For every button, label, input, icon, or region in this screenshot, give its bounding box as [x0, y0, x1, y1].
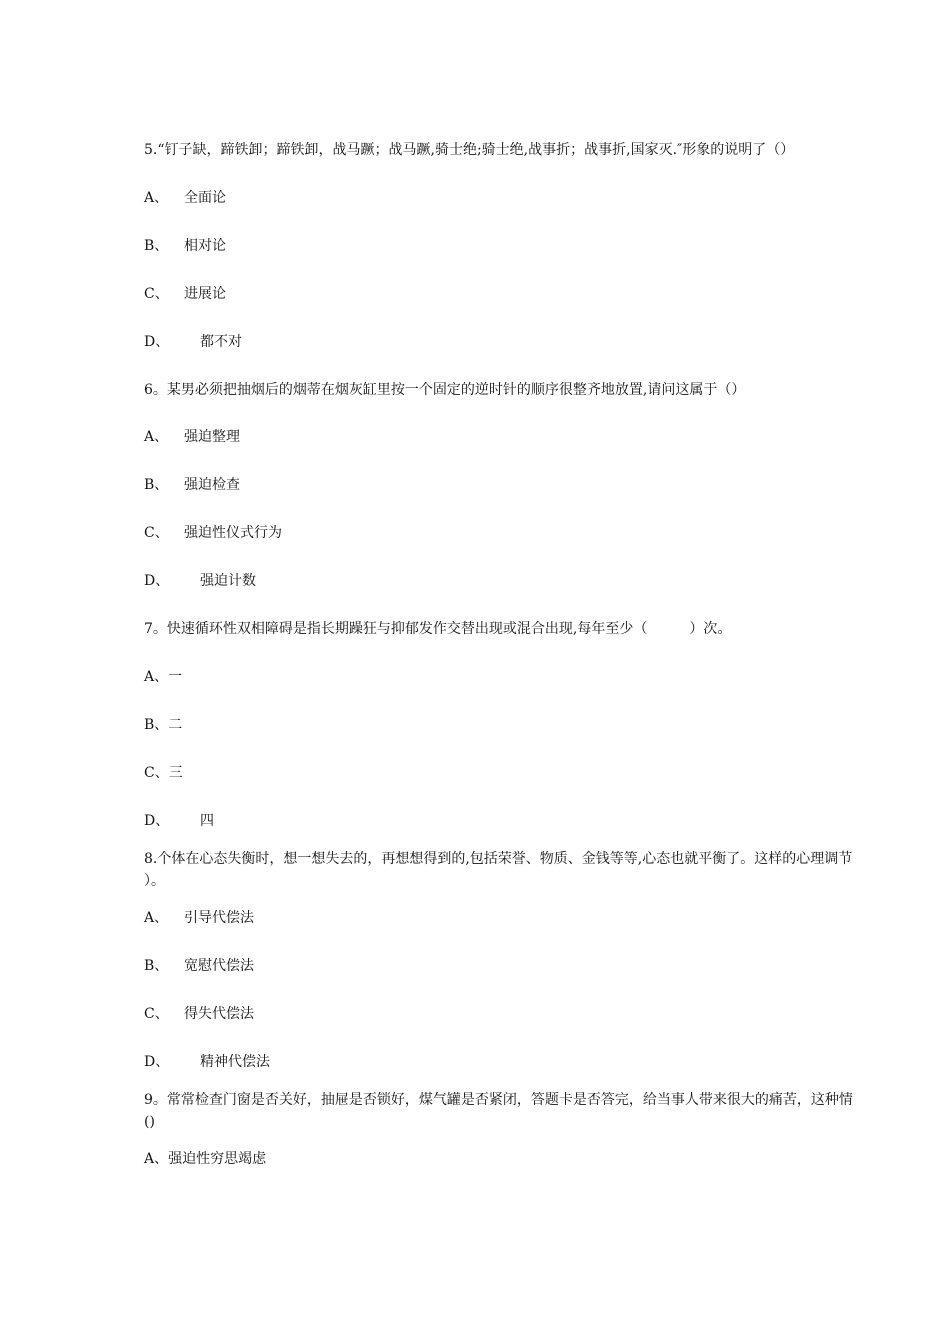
option-b	[144, 716, 182, 734]
option-text: 二	[168, 717, 183, 733]
option-text: 相对论	[184, 238, 226, 254]
option-marker: A、	[144, 669, 169, 685]
question-7-text: 7。快速循环性双相障碍是指长期躁狂与抑郁发作交替出现或混合出现,每年至少（ ）次。	[144, 621, 732, 637]
option-marker: B、	[144, 958, 169, 974]
option-d	[144, 1053, 270, 1071]
option-marker: A、	[144, 190, 169, 206]
option-d	[144, 812, 214, 830]
option-marker: D、	[144, 1054, 170, 1070]
option-text: 强迫计数	[200, 573, 256, 589]
option-a	[144, 909, 254, 927]
option-text: 进展论	[184, 286, 226, 302]
option-marker: B、	[144, 477, 169, 493]
question-5-text: 5.“钉子缺，蹄铁卸；蹄铁卸，战马蹶；战马蹶,骑士绝;骑士绝,战事折；战事折,国家灭.″形象的说明了（）	[144, 142, 795, 158]
option-b	[144, 237, 226, 255]
option-text: 宽慰代偿法	[184, 958, 254, 974]
option-b	[144, 957, 254, 975]
question-8-text-continued: ）。	[144, 873, 165, 889]
option-a	[144, 428, 240, 446]
option-text: 三	[168, 765, 183, 781]
option-c	[144, 524, 282, 542]
option-text: 强迫整理	[184, 429, 240, 445]
option-marker: A、	[144, 910, 169, 926]
option-marker: C、	[144, 1006, 169, 1022]
option-marker: B、	[144, 238, 169, 254]
question-6-text: 6。某男必须把抽烟后的烟蒂在烟灰缸里按一个固定的逆时针的顺序很整齐地放置,请问这属于（）	[144, 382, 746, 398]
option-marker: A、	[144, 1151, 169, 1167]
option-c	[144, 1005, 254, 1023]
option-a	[144, 189, 226, 207]
option-text: 四	[200, 813, 214, 829]
option-a	[144, 668, 182, 686]
option-text: 强迫性仪式行为	[184, 525, 282, 541]
option-b	[144, 476, 240, 494]
option-d	[144, 333, 242, 351]
option-c	[144, 764, 183, 782]
option-d	[144, 572, 256, 590]
option-text: 全面论	[184, 190, 226, 206]
option-text: 都不对	[200, 334, 242, 350]
option-a	[144, 1150, 266, 1168]
question-9-text: 9。常常检查门窗是否关好，抽屉是否锁好，煤气罐是否紧闭，答题卡是否答完，给当事人带来很大的痛苦，这种情	[144, 1092, 853, 1108]
option-marker: C、	[144, 525, 169, 541]
option-marker: D、	[144, 334, 170, 350]
option-marker: A、	[144, 429, 169, 445]
option-marker: D、	[144, 573, 170, 589]
option-text: 一	[168, 669, 183, 685]
option-marker: D、	[144, 813, 170, 829]
option-text: 强迫检查	[184, 477, 240, 493]
option-text: 引导代偿法	[184, 910, 254, 926]
option-text: 精神代偿法	[200, 1054, 270, 1070]
option-marker: C、	[144, 765, 169, 781]
option-marker: B、	[144, 717, 169, 733]
question-9-text-continued: ()	[144, 1114, 155, 1130]
option-text: 强迫性穷思竭虑	[168, 1151, 267, 1167]
option-text: 得失代偿法	[184, 1006, 254, 1022]
option-c	[144, 285, 226, 303]
option-marker: C、	[144, 286, 169, 302]
question-8-text: 8.个体在心态失衡时，想一想失去的，再想想得到的,包括荣誉、物质、金钱等等,心态也就平衡了。这样的心理调节	[144, 851, 853, 867]
